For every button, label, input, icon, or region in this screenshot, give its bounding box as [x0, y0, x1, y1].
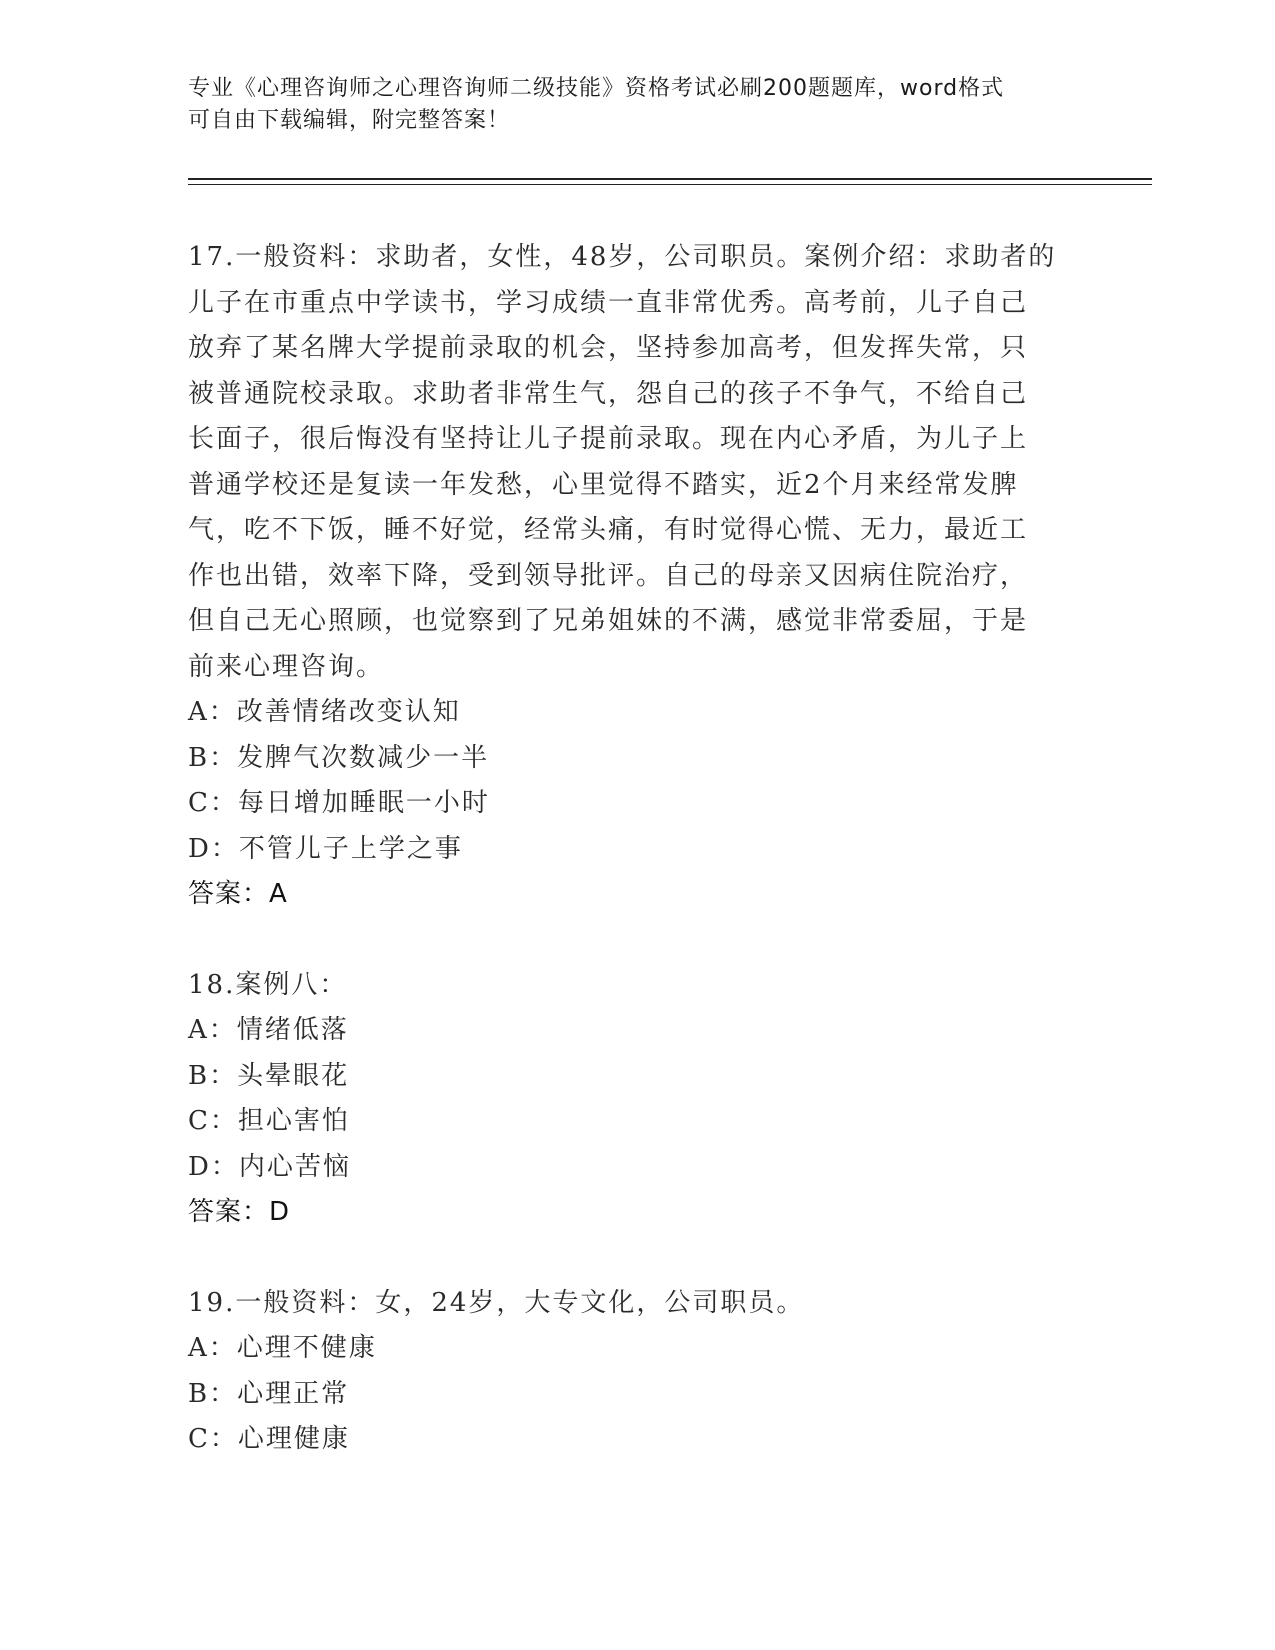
question-text-line: 普通学校还是复读一年发愁，心里觉得不踏实，近2个月来经常发脾 [188, 469, 1019, 500]
header-line: 可自由下载编辑，附完整答案！ [188, 108, 511, 133]
question-text-line: 儿子在市重点中学读书，学习成绩一直非常优秀。高考前，儿子自己 [188, 287, 1029, 318]
answer-line: 答案：A [188, 879, 288, 909]
option-d: D：内心苦恼 [188, 1151, 351, 1182]
question-text-line: 18.案例八： [188, 969, 348, 1000]
option-a: A：改善情绪改变认知 [188, 697, 461, 727]
question-17 [188, 235, 1088, 918]
document-header [188, 73, 1088, 137]
question-18 [188, 963, 1088, 1236]
question-text-line: 放弃了某名牌大学提前录取的机会，坚持参加高考，但发挥失常，只 [188, 333, 1029, 363]
option-c: C：担心害怕 [188, 1106, 350, 1136]
option-d: D：不管儿子上学之事 [188, 833, 463, 864]
question-text-line: 被普通院校录取。求助者非常生气，怨自己的孩子不争气，不给自己 [188, 378, 1029, 409]
option-a: A：心理不健康 [188, 1333, 377, 1363]
question-text-line: 前来心理咨询。 [188, 651, 385, 682]
option-c: C：心理健康 [188, 1424, 350, 1454]
question-list [188, 235, 1088, 1463]
header-divider-thick [188, 178, 1152, 180]
header-divider-thin [188, 184, 1152, 185]
question-text-line: 气，吃不下饭，睡不好觉，经常头痛，有时觉得心慌、无力，最近工 [188, 515, 1029, 545]
question-text-line: 19.一般资料：女，24岁，大专文化，公司职员。 [188, 1287, 805, 1318]
question-spacer [188, 1236, 1088, 1281]
question-text-line: 但自己无心照顾，也觉察到了兄弟姐妹的不满，感觉非常委屈，于是 [188, 606, 1029, 636]
question-text-line: 17.一般资料：求助者，女性，48岁，公司职员。案例介绍：求助者的 [188, 242, 1057, 272]
option-b: B：发脾气次数减少一半 [188, 742, 490, 773]
option-b: B：头晕眼花 [188, 1060, 350, 1091]
option-a: A：情绪低落 [188, 1015, 349, 1045]
option-c: C：每日增加睡眠一小时 [188, 788, 490, 818]
header-line: 专业《心理咨询师之心理咨询师二级技能》资格考试必刷200题题库，word格式 [188, 76, 1005, 101]
question-19 [188, 1281, 1088, 1463]
question-spacer [188, 918, 1088, 963]
answer-line: 答案：D [188, 1197, 291, 1227]
question-text-line: 作也出错，效率下降，受到领导批评。自己的母亲又因病住院治疗， [188, 560, 1029, 591]
question-text-line: 长面子，很后悔没有坚持让儿子提前录取。现在内心矛盾，为儿子上 [188, 424, 1029, 454]
option-b: B：心理正常 [188, 1378, 350, 1409]
